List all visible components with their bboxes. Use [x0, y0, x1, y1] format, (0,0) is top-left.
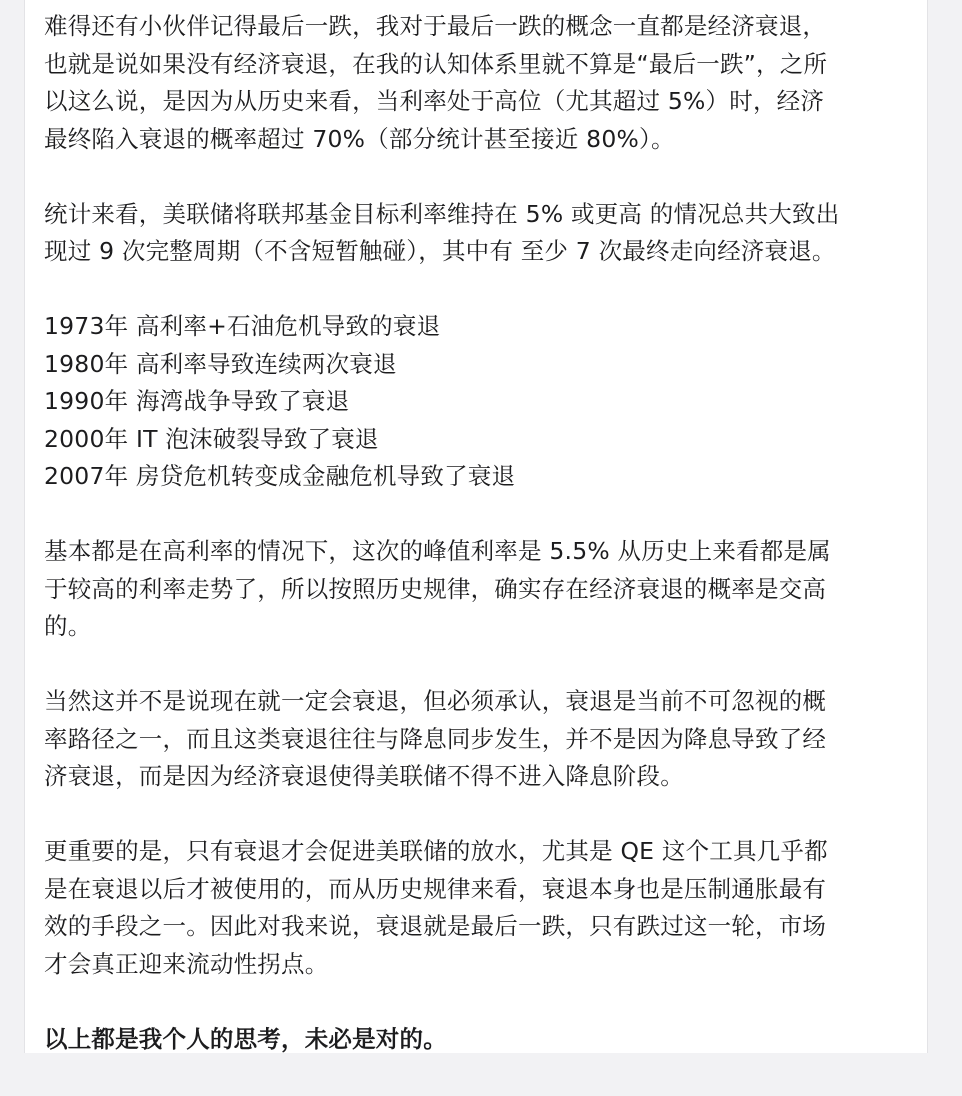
text-line: 是在衰退以后才被使用的，而从历史规律来看，衰退本身也是压制通胀最有	[44, 874, 827, 903]
text-line: 现过 9 次完整周期（不含短暂触碰），其中有 至少 7 次最终走向经济衰退。	[44, 237, 836, 265]
post-card	[24, 0, 928, 1053]
list-item: 1973年 高利率+石油危机导致的衰退	[44, 312, 441, 340]
text-line: 才会真正迎来流动性拐点。	[44, 949, 329, 978]
list-item: 1990年 海湾战争导致了衰退	[44, 387, 350, 415]
text-line: 基本都是在高利率的情况下，这次的峰值利率是 5.5% 从历史上来看都是属	[44, 537, 831, 565]
text-line: 的。	[44, 612, 92, 640]
closing-statement	[44, 1021, 914, 1059]
text-line: 更重要的是，只有衰退才会促进美联储的放水，尤其是 QE 这个工具几乎都	[44, 837, 828, 865]
text-line: 也就是说如果没有经济衰退，在我的认知体系里就不算是“最后一跌”，之所	[44, 49, 828, 78]
text-line: 最终陷入衰退的概率超过 70%（部分统计甚至接近 80%）。	[44, 124, 675, 153]
text-line: 率路径之一，而且这类衰退往往与降息同步发生，并不是因为降息导致了经	[44, 724, 827, 753]
paragraph-intro	[44, 8, 914, 158]
paragraph-statistics	[44, 196, 914, 271]
list-item: 1980年 高利率导致连续两次衰退	[44, 349, 397, 378]
recession-list	[44, 308, 914, 496]
text-line: 济衰退，而是因为经济衰退使得美联储不得不进入降息阶段。	[44, 762, 684, 790]
text-line: 以这么说，是因为从历史来看，当利率处于高位（尤其超过 5%）时，经济	[44, 87, 825, 115]
text-line: 统计来看，美联储将联邦基金目标利率维持在 5% 或更高 的情况总共大致出	[44, 199, 840, 228]
paragraph-peak-rate	[44, 533, 914, 646]
text-line: 难得还有小伙伴记得最后一跌，我对于最后一跌的概念一直都是经济衰退，	[44, 12, 827, 40]
text-line: 当然这并不是说现在就一定会衰退，但必须承认，衰退是当前不可忽视的概	[44, 687, 827, 715]
paragraph-conclusion	[44, 833, 914, 983]
text-line: 效的手段之一。因此对我来说，衰退就是最后一跌，只有跌过这一轮，市场	[44, 912, 827, 940]
text-line: 于较高的利率走势了，所以按照历史规律，确实存在经济衰退的概率是交高	[44, 574, 827, 603]
list-item: 2000年 IT 泡沫破裂导致了衰退	[44, 424, 379, 453]
list-item: 2007年 房贷危机转变成金融危机导致了衰退	[44, 462, 516, 490]
post-body	[44, 8, 914, 1096]
text-line: 以上都是我个人的思考，未必是对的。	[44, 1024, 447, 1053]
paragraph-caveat	[44, 683, 914, 796]
